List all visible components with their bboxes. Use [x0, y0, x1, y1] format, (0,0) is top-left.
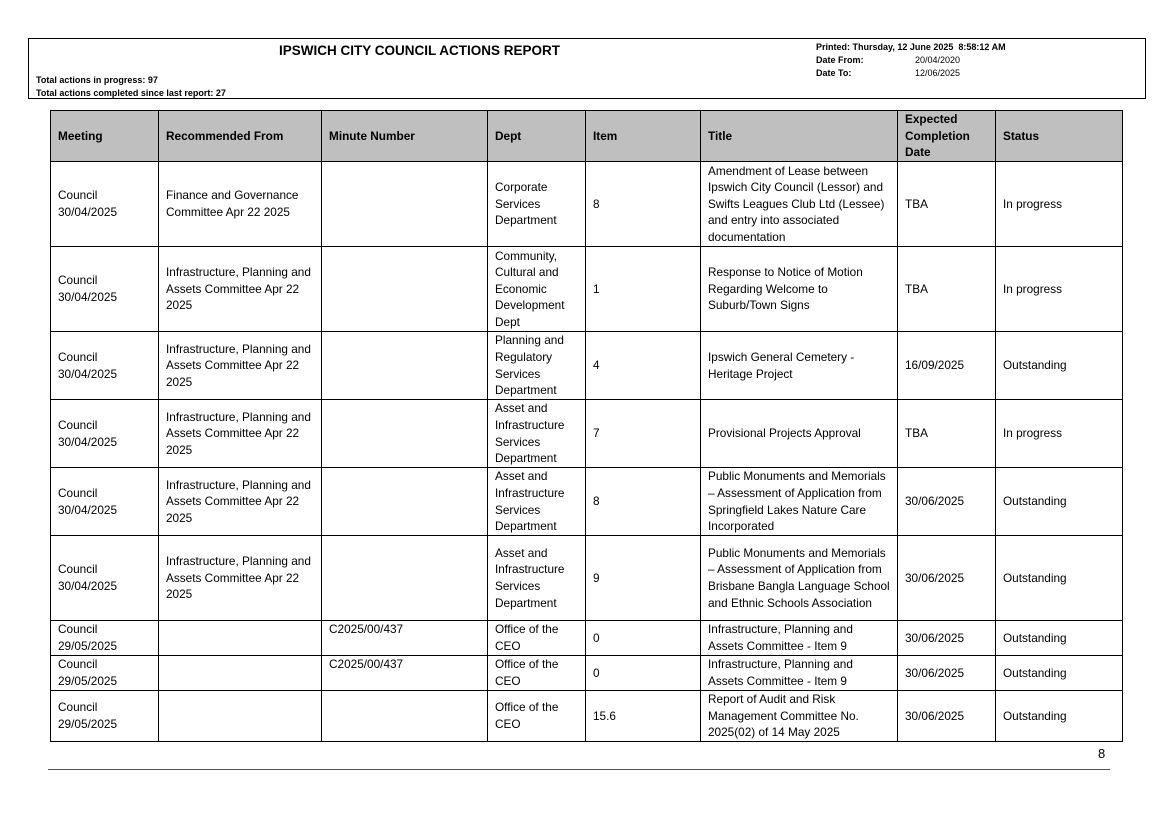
cell-recommended-from	[159, 621, 322, 656]
cell-status: Outstanding	[996, 691, 1123, 742]
report-title: IPSWICH CITY COUNCIL ACTIONS REPORT	[279, 43, 561, 58]
cell-meeting: Council 30/04/2025	[51, 468, 159, 536]
column-header-meeting: Meeting	[51, 111, 159, 162]
cell-item: 8	[586, 468, 701, 536]
cell-item: 7	[586, 400, 701, 468]
column-header-expected-completion-date: Expected Completion Date	[898, 111, 996, 162]
cell-recommended-from: Infrastructure, Planning and Assets Committee Apr 22 2025	[159, 400, 322, 468]
date-to-value: 12/06/2025	[915, 68, 961, 78]
cell-completion-date: TBA	[898, 247, 996, 332]
cell-completion-date: TBA	[898, 400, 996, 468]
column-header-recommended-from: Recommended From	[159, 111, 322, 162]
cell-recommended-from: Infrastructure, Planning and Assets Committee Apr 22 2025	[159, 247, 322, 332]
date-from-value: 20/04/2020	[915, 55, 961, 65]
cell-completion-date: 30/06/2025	[898, 656, 996, 691]
cell-minute-number	[322, 691, 488, 742]
cell-dept: Asset and Infrastructure Services Department	[488, 468, 586, 536]
cell-minute-number	[322, 536, 488, 621]
footer-divider	[48, 769, 1110, 770]
cell-item: 0	[586, 656, 701, 691]
cell-meeting: Council 29/05/2025	[51, 621, 159, 656]
table-row	[51, 691, 1123, 742]
table-row	[51, 536, 1123, 621]
cell-meeting: Council 30/04/2025	[51, 400, 159, 468]
cell-meeting: Council 30/04/2025	[51, 332, 159, 400]
table-header-row	[51, 111, 1123, 162]
table-row	[51, 621, 1123, 656]
cell-status: Outstanding	[996, 656, 1123, 691]
cell-title: Public Monuments and Memorials – Assessment of Application from Springfield Lakes Nature Care Incorporated	[701, 468, 898, 536]
cell-recommended-from: Infrastructure, Planning and Assets Committee Apr 22 2025	[159, 536, 322, 621]
cell-item: 9	[586, 536, 701, 621]
cell-title: Provisional Projects Approval	[701, 400, 898, 468]
page-number: 8	[1098, 746, 1106, 761]
cell-status: Outstanding	[996, 536, 1123, 621]
cell-item: 0	[586, 621, 701, 656]
print-info	[816, 41, 1006, 80]
column-header-item: Item	[586, 111, 701, 162]
report-header	[28, 38, 1146, 99]
cell-meeting: Council 29/05/2025	[51, 691, 159, 742]
date-from-label: Date From:	[816, 55, 864, 65]
cell-completion-date: 30/06/2025	[898, 536, 996, 621]
cell-item: 1	[586, 247, 701, 332]
printed-time: 8:58:12 AM	[958, 42, 1006, 52]
cell-dept: Office of the CEO	[488, 656, 586, 691]
table-row	[51, 247, 1123, 332]
cell-status: In progress	[996, 400, 1123, 468]
cell-recommended-from: Infrastructure, Planning and Assets Committee Apr 22 2025	[159, 332, 322, 400]
cell-completion-date: 30/06/2025	[898, 621, 996, 656]
actions-in-progress: Total actions in progress: 97	[36, 75, 158, 85]
cell-minute-number	[322, 247, 488, 332]
cell-completion-date: 30/06/2025	[898, 468, 996, 536]
cell-dept: Asset and Infrastructure Services Department	[488, 400, 586, 468]
date-to-row	[816, 67, 1006, 80]
date-to-label: Date To:	[816, 68, 852, 78]
cell-item: 4	[586, 332, 701, 400]
printed-row	[816, 41, 1006, 54]
column-header-title: Title	[701, 111, 898, 162]
cell-title: Ipswich General Cemetery - Heritage Project	[701, 332, 898, 400]
cell-title: Response to Notice of Motion Regarding Welcome to Suburb/Town Signs	[701, 247, 898, 332]
cell-meeting: Council 30/04/2025	[51, 162, 159, 247]
cell-completion-date: 30/06/2025	[898, 691, 996, 742]
cell-status: Outstanding	[996, 332, 1123, 400]
cell-dept: Corporate Services Department	[488, 162, 586, 247]
column-header-dept: Dept	[488, 111, 586, 162]
actions-completed: Total actions completed since last report: 27	[36, 88, 226, 98]
cell-meeting: Council 29/05/2025	[51, 656, 159, 691]
cell-dept: Office of the CEO	[488, 621, 586, 656]
date-from-row	[816, 54, 1006, 67]
cell-minute-number	[322, 400, 488, 468]
cell-item: 15.6	[586, 691, 701, 742]
cell-recommended-from: Finance and Governance Committee Apr 22 2025	[159, 162, 322, 247]
cell-status: Outstanding	[996, 468, 1123, 536]
cell-title: Infrastructure, Planning and Assets Committee - Item 9	[701, 656, 898, 691]
cell-title: Amendment of Lease between Ipswich City Council (Lessor) and Swifts Leagues Club Ltd (Lessee) and entry into associated documentation	[701, 162, 898, 247]
table-row	[51, 162, 1123, 247]
cell-minute-number	[322, 162, 488, 247]
cell-dept: Asset and Infrastructure Services Department	[488, 536, 586, 621]
table-row	[51, 332, 1123, 400]
cell-meeting: Council 30/04/2025	[51, 536, 159, 621]
summary-block	[36, 74, 226, 100]
cell-recommended-from	[159, 691, 322, 742]
cell-minute-number: C2025/00/437	[322, 621, 488, 656]
cell-dept: Planning and Regulatory Services Department	[488, 332, 586, 400]
cell-status: In progress	[996, 162, 1123, 247]
printed-label: Printed: Thursday, 12 June 2025	[816, 42, 954, 52]
table-row	[51, 468, 1123, 536]
cell-title: Infrastructure, Planning and Assets Committee - Item 9	[701, 621, 898, 656]
table-row	[51, 656, 1123, 691]
column-header-status: Status	[996, 111, 1123, 162]
cell-completion-date: TBA	[898, 162, 996, 247]
table-row	[51, 400, 1123, 468]
cell-status: Outstanding	[996, 621, 1123, 656]
cell-dept: Office of the CEO	[488, 691, 586, 742]
cell-completion-date: 16/09/2025	[898, 332, 996, 400]
cell-minute-number: C2025/00/437	[322, 656, 488, 691]
cell-recommended-from	[159, 656, 322, 691]
cell-status: In progress	[996, 247, 1123, 332]
cell-recommended-from: Infrastructure, Planning and Assets Committee Apr 22 2025	[159, 468, 322, 536]
cell-dept: Community, Cultural and Economic Development Dept	[488, 247, 586, 332]
cell-minute-number	[322, 468, 488, 536]
cell-title: Public Monuments and Memorials – Assessment of Application from Brisbane Bangla Language School and Ethnic Schools Association	[701, 536, 898, 621]
column-header-minute-number: Minute Number	[322, 111, 488, 162]
cell-meeting: Council 30/04/2025	[51, 247, 159, 332]
actions-table	[50, 110, 1123, 742]
cell-minute-number	[322, 332, 488, 400]
cell-item: 8	[586, 162, 701, 247]
cell-title: Report of Audit and Risk Management Committee No. 2025(02) of 14 May 2025	[701, 691, 898, 742]
